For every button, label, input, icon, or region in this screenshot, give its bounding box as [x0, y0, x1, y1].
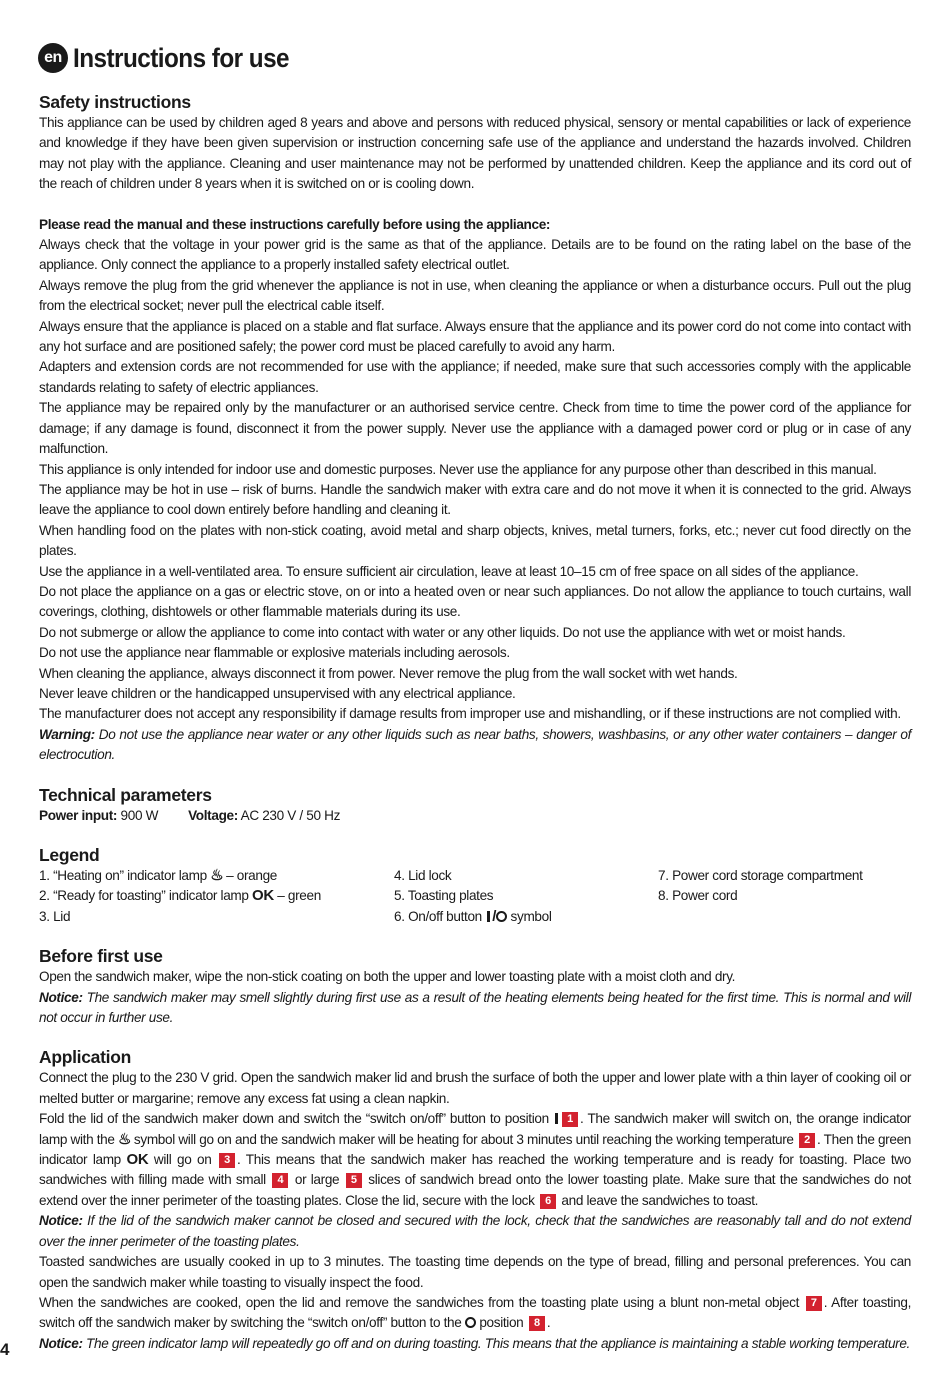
legend-item-4: 4. Lid lock — [394, 868, 452, 883]
legend-grid — [39, 866, 911, 927]
application-notice-1: Notice: If the lid of the sandwich maker cannot be closed and secured with the lock, check that the sandwiches are reasonably tall and do not extend over the inner perimeter of the toasting plates. — [39, 1213, 911, 1249]
ok-symbol: OK — [126, 1151, 149, 1169]
safety-item: Use the appliance in a well-ventilated area. To ensure sufficient air circulation, leave at least 10–15 cm of free space on all sides of the appliance. — [39, 563, 859, 579]
warning-text: Do not use the appliance near water or any other liquids such as near baths, showers, washbasins, or any other water containers – danger of electrocution. — [39, 726, 911, 763]
application-paragraph-1: Connect the plug to the 230 V grid. Open the sandwich maker lid and brush the surface of both the upper and lower plate with a thin layer of cooking oil or melted butter or margarine; remove any excess fat using a clean napkin. — [39, 1070, 911, 1106]
legend-item-5: 5. Toasting plates — [394, 888, 494, 904]
safety-item: Do not submerge or allow the appliance to come into contact with water or any other liquids. Do not use the appliance with wet or moist hands. — [39, 624, 846, 640]
page-title: Instructions for use — [73, 42, 290, 73]
document-page — [39, 40, 911, 1354]
power-on-bar-icon — [487, 911, 490, 922]
safety-item: The appliance may be repaired only by the manufacturer or an authorised service centre. Check from time to time the power cord of the appliance for damage; if any damage is found, disconnect it from the power supply. Never use the appliance with a damaged power cord or plug or in case of any malfunction. — [39, 400, 911, 457]
technical-section — [39, 784, 911, 826]
heating-waves-icon: ♨ — [210, 867, 223, 884]
safety-section — [39, 91, 911, 766]
title-row — [38, 40, 911, 76]
step-badge-1: 1 — [562, 1112, 578, 1127]
power-off-ring-icon — [465, 1317, 476, 1328]
step-badge-6: 6 — [540, 1194, 556, 1209]
safety-item: Never leave children or the handicapped unsupervised with any electrical appliance. — [39, 685, 516, 701]
safety-item: When cleaning the appliance, always disconnect it from power. Never remove the plug from the wall socket with wet hands. — [39, 665, 738, 681]
application-section — [39, 1046, 911, 1354]
application-paragraph-4: When the sandwiches are cooked, open the lid and remove the sandwiches from the toasting plate using a blunt non-metal object 7 . After toasting, switch off the sandwich maker by switching the “switch on/off” button to the position 8 . — [39, 1294, 912, 1331]
step-badge-2: 2 — [799, 1133, 815, 1148]
safety-item: When handling food on the plates with non-stick coating, avoid metal and sharp objects, knives, metal turners, forks, etc.; never cut food directly on the plates. — [39, 522, 911, 559]
technical-heading: Technical parameters — [39, 784, 212, 805]
safety-item: Always remove the plug from the grid whenever the appliance is not in use, when cleaning the appliance or when a disturbance occurs. Pull out the plug from the electrical socket; never pull the electrical cable itself. — [39, 277, 911, 314]
warning-paragraph — [39, 725, 911, 766]
safety-item: Adapters and extension cords are not recommended for use with the appliance; if needed, make sure that such accessories comply with the applicable standards relating to safety of electric appliances. — [39, 359, 911, 395]
safety-intro: This appliance can be used by children aged 8 years and above and persons with reduced physical, sensory or mental capabilities or lack of experience and knowledge if they have been given supervision or instruction concerning safe use of the appliance and understand the hazards involved. Children may not play with the appliance. Cleaning and user maintenance may not be performed by unattended children. Keep the appliance and its cord out of the reach of children under 8 years when it is switched on or is cooling down. — [39, 115, 911, 192]
safety-item: Always check that the voltage in your power grid is the same as that of the appliance. Details are to be found on the rating label on the base of the appliance. Only connect the appliance to a properly installed safety electrical outlet. — [39, 237, 911, 273]
legend-item-6: 6. On/off button / symbol — [394, 907, 552, 925]
technical-values — [39, 806, 911, 826]
first-use-section — [39, 945, 911, 1028]
power-off-ring-icon — [496, 911, 507, 922]
legend-section — [39, 844, 911, 927]
legend-heading: Legend — [39, 845, 100, 865]
safety-item: Do not place the appliance on a gas or electric stove, on or into a heated oven or near such appliances. Do not allow the appliance to touch curtains, wall coverings, clothing, dishtowels or other flammable materials during its use. — [39, 583, 911, 620]
read-manual-heading: Please read the manual and these instructions carefully before using the appliance: — [39, 216, 551, 232]
safety-item: Always ensure that the appliance is placed on a stable and flat surface. Always ensure that the appliance and its power cord do not come into contact with any hot surface and are positioned safely; the power cord must be placed carefully to avoid any harm. — [39, 318, 911, 355]
safety-heading: Safety instructions — [39, 92, 191, 112]
first-use-heading: Before first use — [39, 946, 163, 967]
legend-item-7: 7. Power cord storage compartment — [658, 868, 863, 883]
safety-item: The manufacturer does not accept any responsibility if damage results from improper use and mishandling, or if these instructions are not complied with. — [39, 706, 901, 722]
application-heading: Application — [39, 1047, 131, 1068]
page-number: 4 — [0, 1340, 10, 1359]
voltage-value: AC 230 V / 50 Hz — [237, 807, 341, 823]
legend-item-3: 3. Lid — [39, 908, 71, 924]
safety-item: Do not use the appliance near flammable or explosive materials including aerosols. — [39, 645, 510, 661]
safety-item: The appliance may be hot in use – risk of burns. Handle the sandwich maker with extra care and do not move it when it is connected to the grid. Always leave the appliance to cool down entirely before handling and cleaning it. — [39, 481, 911, 518]
legend-item-8: 8. Power cord — [658, 888, 738, 904]
first-use-text: Open the sandwich maker, wipe the non-stick coating on both the upper and lower toasting plate with a moist cloth and dry. — [39, 969, 736, 985]
application-paragraph-3: Toasted sandwiches are usually cooked in up to 3 minutes. The toasting time depends on the type of bread, filling and personal preferences. You can open the sandwich maker while toasting to visually inspect the food. — [39, 1254, 911, 1290]
language-badge-icon: en — [38, 43, 68, 73]
step-badge-5: 5 — [346, 1173, 362, 1188]
power-on-bar-icon — [555, 1113, 558, 1124]
first-use-notice: Notice: The sandwich maker may smell slightly during first use as a result of the heating elements being heated for the first time. This is normal and will not occur in further use. — [39, 989, 911, 1026]
step-badge-8: 8 — [529, 1316, 545, 1331]
step-badge-4: 4 — [272, 1173, 288, 1188]
power-value: 900 W — [117, 807, 159, 823]
legend-item-2: 2. “Ready for toasting” indicator lamp OK – green — [39, 887, 321, 905]
power-label: Power input: — [39, 807, 118, 823]
heating-waves-icon: ♨ — [118, 1130, 131, 1148]
application-paragraph-2: Fold the lid of the sandwich maker down and switch the “switch on/off” button to position 1 . The sandwich maker will switch on, the orange indicator lamp with the ♨ symbol will go on and the sandwich maker will be heating for about 3 minutes until reaching the working temperature 2 . Then the green indicator lamp OK will go on 3 . This means that the sandwich maker has reached the working temperature and is ready for toasting. Place two sandwiches with filling made with small 4 or large 5 slices of sandwich bread onto the lower toasting plate. Make sure that the sandwiches do not extend over the inner perimeter of the toasting plates. Close the lid, secure with the lock 6 and leave the sandwiches to toast. — [39, 1111, 911, 1208]
step-badge-7: 7 — [806, 1296, 822, 1311]
step-badge-3: 3 — [219, 1153, 235, 1168]
legend-item-1: 1. “Heating on” indicator lamp ♨ – orange — [39, 867, 277, 884]
voltage-label: Voltage: — [188, 807, 238, 823]
ok-symbol: OK — [252, 887, 274, 905]
warning-label: Warning: — [39, 726, 95, 742]
application-notice-2: Notice: The green indicator lamp will repeatedly go off and on during toasting. This means that the appliance is maintaining a stable working temperature. — [39, 1335, 910, 1351]
safety-item: This appliance is only intended for indoor use and domestic purposes. Never use the appliance for any purpose other than described in this manual. — [39, 461, 877, 477]
